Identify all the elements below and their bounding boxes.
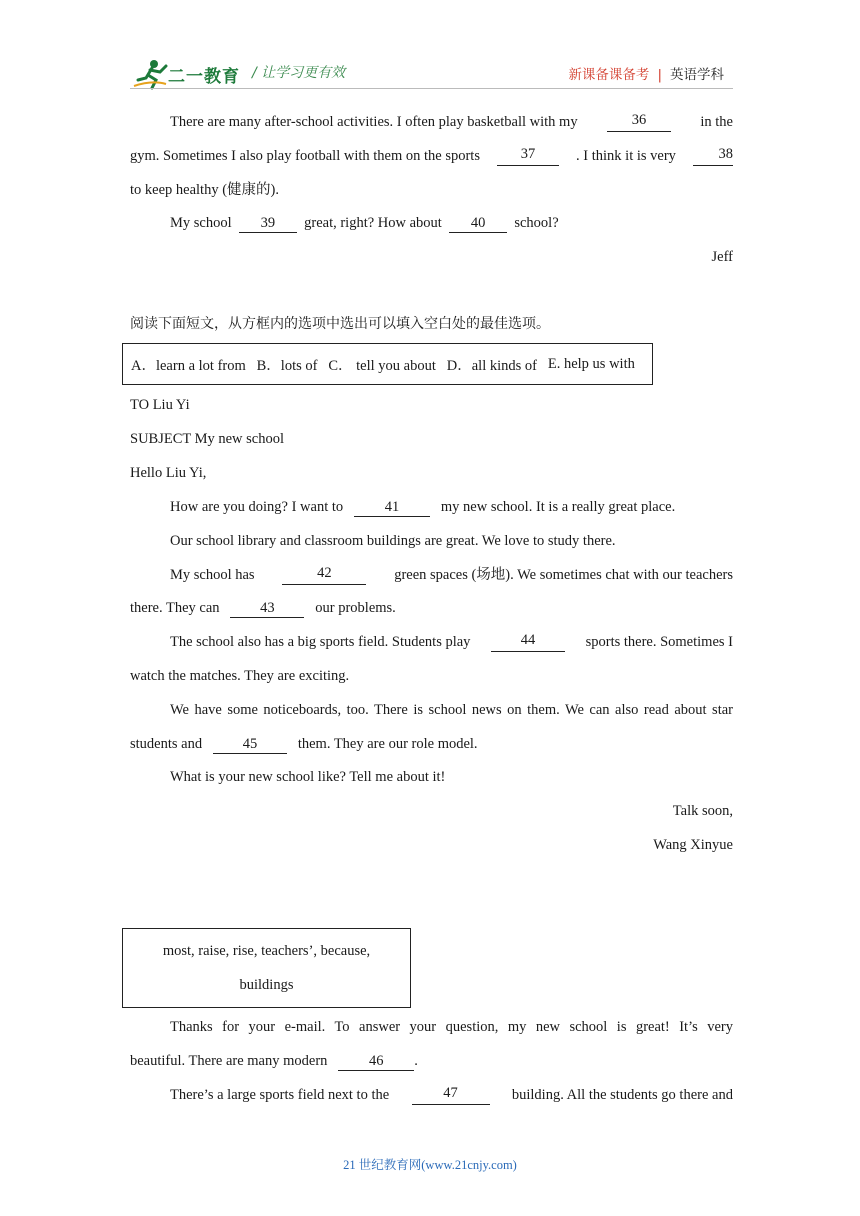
passage-line	[170, 213, 733, 233]
word-bank-line-2: buildings	[239, 977, 294, 993]
text: sports there. Sometimes I	[585, 634, 733, 650]
passage-line	[130, 1051, 733, 1071]
options-box	[122, 343, 653, 385]
text: gym. Sometimes I also play football with them on the sports	[130, 148, 480, 164]
blank-46[interactable]: 46	[338, 1053, 414, 1071]
blank-36[interactable]: 36	[607, 112, 671, 132]
text: building. All the students go there and	[511, 1087, 733, 1103]
blank-38[interactable]: 38	[693, 146, 733, 166]
text: them. They are our role model.	[297, 736, 478, 752]
blank-37[interactable]: 37	[497, 146, 559, 166]
header-subject-label: 英语学科	[670, 67, 724, 83]
passage-line	[130, 734, 733, 754]
text: our problems.	[315, 600, 396, 616]
text: .	[414, 1053, 418, 1069]
blank-45[interactable]: 45	[213, 736, 287, 754]
word-bank-box	[122, 928, 411, 1008]
text: How are you doing? I want to	[170, 499, 344, 515]
text: there. They can	[130, 600, 220, 616]
option-d: D．all kinds of	[446, 357, 537, 374]
text: My school	[170, 215, 232, 231]
header-divider-line	[130, 88, 733, 89]
header-title: 新课备课备考	[568, 67, 650, 83]
option-a: A．learn a lot from	[131, 357, 246, 374]
page-footer: 21 世纪教育网(www.21cnjy.com)	[343, 1158, 517, 1172]
email-to: TO Liu Yi	[130, 397, 190, 413]
passage-line	[170, 112, 733, 132]
text: my new school. It is a really great place.	[440, 499, 676, 515]
passage-line: We have some noticeboards, too. There is school news on them. We can also read about star	[170, 702, 733, 718]
blank-47[interactable]: 47	[412, 1085, 490, 1105]
header-divider: |	[657, 67, 662, 83]
slogan: / 让学习更有效	[252, 65, 346, 81]
option-c: C． tell you about	[328, 357, 436, 374]
signature-jeff: Jeff	[711, 249, 733, 265]
logo-text: 二一教育	[168, 67, 240, 87]
closing: Talk soon,	[672, 803, 733, 819]
blank-41[interactable]: 41	[354, 499, 430, 517]
blank-43[interactable]: 43	[230, 600, 304, 618]
blank-42[interactable]: 42	[282, 565, 366, 585]
text: There are many after-school activities. I often play basketball with my	[170, 114, 578, 130]
passage-line: to keep healthy (健康的).	[130, 182, 279, 198]
passage-line	[170, 497, 733, 517]
blank-40[interactable]: 40	[449, 215, 507, 233]
text: My school has	[170, 567, 255, 583]
instruction: 阅读下面短文，从方框内的选项中选出可以填入空白处的最佳选项。	[130, 316, 550, 332]
email-greeting: Hello Liu Yi,	[130, 465, 207, 481]
blank-39[interactable]: 39	[239, 215, 297, 233]
text: . I think it is very	[576, 148, 676, 164]
text: school?	[514, 215, 559, 231]
passage-line	[170, 1085, 733, 1105]
word-bank-line-1: most, raise, rise, teachers’, because,	[162, 943, 371, 959]
passage-line	[130, 598, 733, 618]
passage-line	[170, 565, 733, 585]
option-b: B．lots of	[256, 357, 318, 374]
passage-line	[170, 632, 733, 652]
text: in the	[700, 114, 733, 130]
passage-line: watch the matches. They are exciting.	[130, 668, 350, 684]
signer: Wang Xinyue	[653, 837, 733, 853]
text: The school also has a big sports field. Students play	[170, 634, 471, 650]
text: beautiful. There are many modern	[130, 1053, 328, 1069]
passage-line	[130, 146, 733, 166]
text: great, right? How about	[304, 215, 442, 231]
text: green spaces (场地). We sometimes chat with our teachers	[394, 567, 733, 583]
option-e: E. help us with	[547, 355, 635, 372]
blank-44[interactable]: 44	[491, 632, 565, 652]
text: There’s a large sports field next to the	[170, 1087, 390, 1103]
page-header	[0, 0, 860, 95]
passage-line: What is your new school like? Tell me about it!	[170, 769, 446, 785]
passage-line: Our school library and classroom buildings are great. We love to study there.	[170, 533, 616, 549]
header-subject	[568, 63, 724, 83]
text: students and	[130, 736, 203, 752]
email-subject: SUBJECT My new school	[130, 431, 285, 447]
passage-line: Thanks for your e-mail. To answer your question, my new school is great! It’s very	[170, 1019, 733, 1035]
